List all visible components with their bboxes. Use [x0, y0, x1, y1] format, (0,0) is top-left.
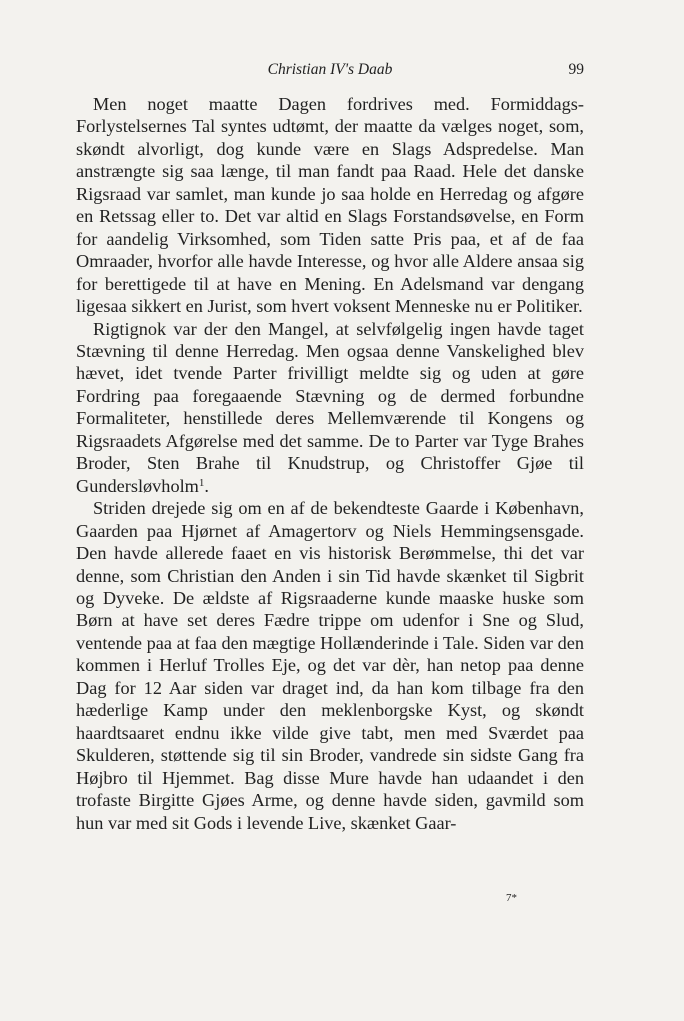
signature-mark: 7*: [506, 892, 517, 904]
paragraph-text: Men noget maatte Dagen fordrives med. Formiddags-Forlystelsernes Tal syntes udtømt, der maatte da vælges noget, som, skøndt alvorligt, dog kunde være en Slags Adspredelse. Man anstrængte sig saa længe, til man fandt paa Raad. Hele det danske Rigsraad var samlet, man kunde jo saa holde en Herredag og afgøre en Retssag eller to. Det var altid en Slags Forstandsøvelse, en Form for aandelig Virksomhed, som Tiden satte Pris paa, et af de faa Omraader, hvorfor alle havde Interesse, og hvor alle Aldere ansaa sig for berettigede til at have en Mening. En Adelsmand var dengang ligesaa sikkert en Jurist, som hvert voksent Menneske nu er Politiker.: [76, 94, 584, 317]
paragraph-end: .: [204, 475, 209, 496]
paragraph-3: [76, 497, 584, 834]
page-header: [76, 60, 584, 82]
body-text: [76, 93, 584, 834]
paragraph-text: Striden drejede sig om en af de bekendteste Gaarde i København, Gaarden paa Hjørnet af Amagertorv og Niels Hemmingsensgade. Den havde allerede faaet en vis historisk Berømmelse, thi det var denne, som Christian den Anden i sin Tid havde skænket til Sigbrit og Dyveke. De ældste af Rigsraaderne kunde maaske huske som Børn at have set deres Fædre trippe om udenfor i Sne og Slud, ventende paa at faa den mægtige Hollænderinde i Tale. Siden var den kommen i Herluf Trolles Eje, og det var dèr, han netop paa denne Dag for 12 Aar siden var draget ind, da han kom tilbage fra den hæderlige Kamp under den meklenborgske Kyst, og skøndt haardtsaaret endnu ikke vilde give tabt, men med Sværdet paa Skulderen, støttende sig til sin Broder, vandrede sin sidste Gang fra Højbro til Hjemmet. Bag disse Mure havde han udaandet i den trofaste Birgitte Gjøes Arme, og denne havde siden, gavmild som hun var med sit Gods i levende Live, skænket Gaar-: [76, 498, 584, 833]
paragraph-2: [76, 318, 584, 498]
paragraph-text: Rigtignok var der den Mangel, at selvfølgelig ingen havde taget Stævning til denne Herredag. Men ogsaa denne Vanskelighed blev hævet, idet tvende Parter frivilligt meldte sig og uden at gøre Fordring paa foregaaende Stævning og de dermed forbundne Formaliteter, henstillede deres Mellemværende til Kongens og Rigsraadets Afgørelse med det samme. De to Parter var Tyge Brahes Broder, Sten Brahe til Knudstrup, og Christoffer Gjøe til Gundersløvholm: [76, 318, 584, 496]
page-number: 99: [568, 61, 584, 78]
footnote-marker: 1: [198, 476, 205, 489]
running-title: Christian IV's Daab: [267, 61, 393, 78]
paragraph-1: [76, 93, 584, 318]
